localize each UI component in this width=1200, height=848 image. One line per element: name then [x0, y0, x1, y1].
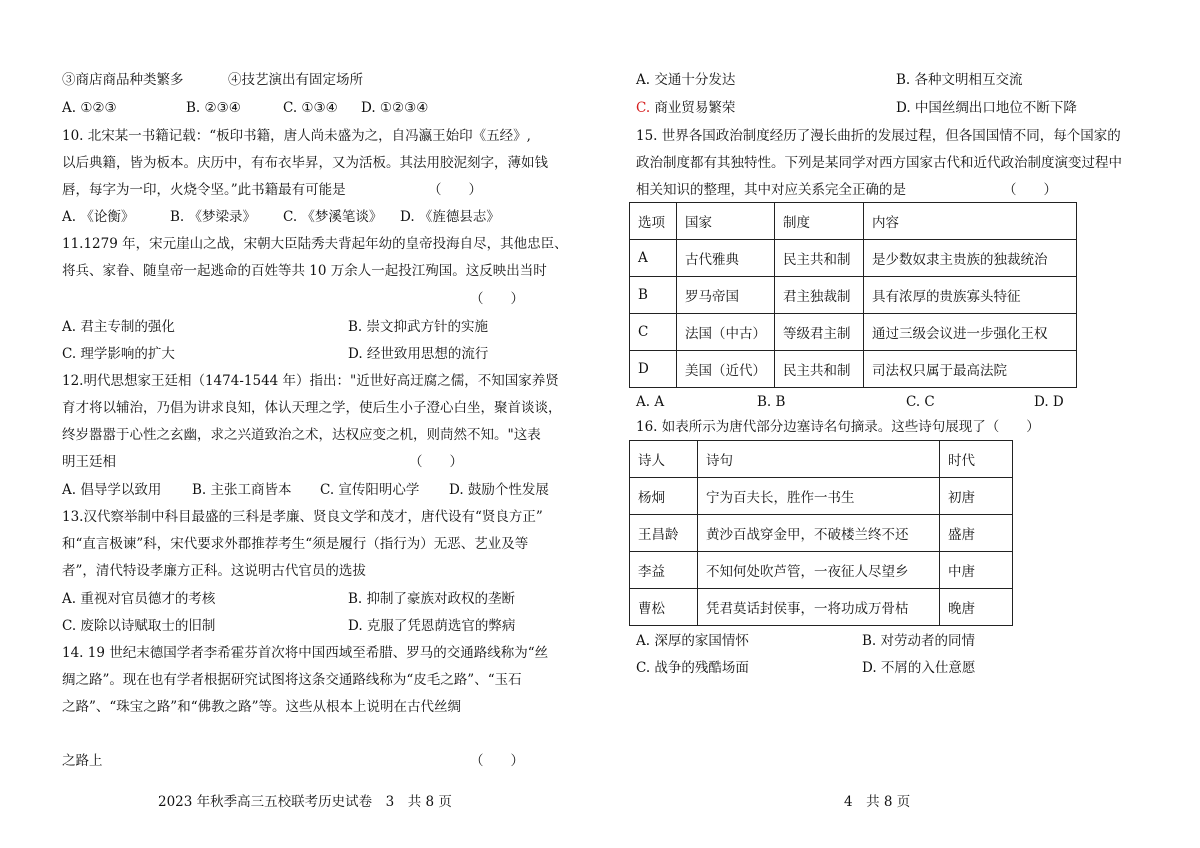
q12-line-1: 12.明代思想家王廷相（1474-1544 年）指出："近世好高迂腐之儒，不知国家养贤 [62, 373, 559, 389]
q14-line-1: 14. 19 世纪末德国学者李希霍芬首次将中国西域至希腊、罗马的交通路线称为“丝 [62, 645, 549, 661]
q14-option-c-letter: C. [636, 100, 651, 116]
q10-line-2: 以后典籍，皆为板本。庆历中，有布衣毕昇，又为活板。其法用胶泥刻字，薄如钱 [62, 155, 548, 171]
table-cell: 宁为百夫长，胜作一书生 [698, 478, 940, 515]
table-cell: 凭君莫话封侯事，一将功成万骨枯 [698, 589, 940, 626]
table-cell: 法国（中古） [677, 314, 775, 351]
q14-line-4: 之路上 [62, 753, 103, 769]
q14-option-b: B. 各种文明相互交流 [896, 72, 1023, 88]
q14-option-d: D. 中国丝绸出口地位不断下降 [896, 100, 1077, 116]
q16-table [629, 440, 1013, 626]
table-cell: 司法权只属于最高法院 [864, 351, 1077, 388]
q15-answer-blank: （ ） [1003, 182, 1057, 198]
q9-option-a: A. ①②③ [62, 100, 117, 116]
q15-option-c: C. C [906, 394, 935, 410]
q11-option-d: D. 经世致用思想的流行 [348, 346, 489, 362]
q13-line-3: 者”，清代特设孝廉方正科。这说明古代官员的选拔 [62, 563, 366, 579]
table-cell: 罗马帝国 [677, 277, 775, 314]
q12-answer-blank: （ ） [409, 454, 463, 470]
q14-line-3: 之路”、“珠宝之路”和“佛教之路”等。这些从根本上说明在古代丝绸 [62, 699, 462, 715]
table-cell: A [630, 240, 677, 277]
q10-line-3: 唇，每字为一印，火烧令坚。”此书籍最有可能是 [62, 182, 346, 198]
table-cell: 曹松 [630, 589, 698, 626]
q12-option-d: D. 鼓励个性发展 [449, 482, 549, 498]
q14-answer-blank: （ ） [470, 753, 524, 769]
q12-line-4: 明王廷相 [62, 454, 116, 470]
q15-line-1: 15. 世界各国政治制度经历了漫长曲折的发展过程，但各国国情不同，每个国家的 [636, 128, 1121, 144]
table-cell: 制度 [775, 203, 864, 240]
q13-option-a: A. 重视对官员德才的考核 [62, 591, 216, 607]
table-cell: 诗句 [698, 441, 940, 478]
q9-option-b: B. ②③④ [186, 100, 241, 116]
q14-option-a: A. 交通十分发达 [636, 72, 736, 88]
q16-option-b: B. 对劳动者的同情 [862, 633, 976, 649]
q9-option-d: D. ①②③④ [361, 100, 429, 116]
q11-option-c: C. 理学影响的扩大 [62, 346, 175, 362]
q14-line-2: 绸之路”。现在也有学者根据研究试图将这条交通路线称为“皮毛之路”、“玉石 [62, 672, 522, 688]
table-cell: B [630, 277, 677, 314]
table-cell: 是少数奴隶主贵族的独裁统治 [864, 240, 1077, 277]
q10-option-b: B. 《梦梁录》 [170, 209, 257, 225]
q11-line-2: 将兵、家眷、随皇帝一起逃命的百姓等共 10 万余人一起投江殉国。这反映出当时 [62, 263, 547, 279]
table-cell: 王昌龄 [630, 515, 698, 552]
q12-line-3: 终岁嚣嚣于心性之玄幽，求之兴道致治之术，达权应变之机，则茼然不知。"这表 [62, 427, 541, 443]
table-cell: 选项 [630, 203, 677, 240]
table-cell: 美国（近代） [677, 351, 775, 388]
table-cell: 民主共和制 [775, 240, 864, 277]
q15-line-2: 政治制度都有其独特性。下列是某同学对西方国家古代和近代政治制度演变过程中 [636, 155, 1122, 171]
q16-option-a: A. 深厚的家国情怀 [636, 633, 749, 649]
table-cell: 君主独裁制 [775, 277, 864, 314]
q13-option-b: B. 抑制了豪族对政权的垄断 [348, 591, 516, 607]
q11-option-a: A. 君主专制的强化 [62, 319, 175, 335]
table-cell: 杨炯 [630, 478, 698, 515]
table-row [630, 351, 1077, 388]
q10-option-a: A. 《论衡》 [62, 209, 135, 225]
table-row [630, 441, 1013, 478]
q9-option-c: C. ①③④ [283, 100, 338, 116]
table-cell: 李益 [630, 552, 698, 589]
table-cell: 诗人 [630, 441, 698, 478]
q15-table [629, 202, 1077, 388]
table-cell: 内容 [864, 203, 1077, 240]
left-page-footer: 2023 年秋季高三五校联考历史试卷 3 共 8 页 [158, 794, 452, 810]
q13-line-2: 和“直言极谏”科，宋代要求外郡推荐考生“须是履行（指行为）无恶、艺业及等 [62, 536, 529, 552]
q9-item3: ③商店商品种类繁多 [62, 72, 184, 88]
q12-option-c: C. 宣传阳明心学 [320, 482, 420, 498]
q10-option-d: D. 《旌德县志》 [400, 209, 500, 225]
q15-option-d: D. D [1034, 394, 1064, 410]
q10-option-c: C. 《梦溪笔谈》 [283, 209, 383, 225]
table-cell: 不知何处吹芦管，一夜征人尽望乡 [698, 552, 940, 589]
q11-line-1: 11.1279 年，宋元崖山之战，宋朝大臣陆秀夫背起年幼的皇帝投海自尽，其他忠臣、 [62, 236, 568, 252]
q16-option-c: C. 战争的残酷场面 [636, 660, 749, 676]
q11-option-b: B. 崇文抑武方针的实施 [348, 319, 489, 335]
table-cell: 古代雅典 [677, 240, 775, 277]
q16-option-d: D. 不屑的入仕意愿 [862, 660, 976, 676]
table-row [630, 552, 1013, 589]
table-cell: 民主共和制 [775, 351, 864, 388]
q12-line-2: 育才将以辅治，乃倡为讲求良知，体认天理之学，使后生小子澄心白坐，聚首谈谈， [62, 400, 562, 416]
table-cell: 中唐 [940, 552, 1013, 589]
table-row [630, 314, 1077, 351]
q10-answer-blank: （ ） [428, 182, 482, 198]
table-row [630, 277, 1077, 314]
q9-item4: ④技艺演出有固定场所 [228, 72, 363, 88]
q11-answer-blank: （ ） [470, 291, 524, 307]
table-cell: 时代 [940, 441, 1013, 478]
table-cell: 黄沙百战穿金甲，不破楼兰终不还 [698, 515, 940, 552]
table-row [630, 203, 1077, 240]
table-row [630, 589, 1013, 626]
table-cell: 具有浓厚的贵族寡头特征 [864, 277, 1077, 314]
q15-option-a: A. A [636, 394, 665, 410]
q16-stem: 16. 如表所示为唐代部分边塞诗名句摘录。这些诗句展现了（ ） [636, 419, 1040, 435]
q13-line-1: 13.汉代察举制中科目最盛的三科是孝廉、贤良文学和茂才，唐代设有“贤良方正” [62, 509, 543, 525]
q15-line-3: 相关知识的整理，其中对应关系完全正确的是 [636, 182, 906, 198]
q13-option-d: D. 克服了凭恩荫选官的弊病 [348, 618, 516, 634]
q15-option-b: B. B [757, 394, 786, 410]
q14-option-c [636, 99, 735, 117]
table-row [630, 478, 1013, 515]
q14-option-c-text: 商业贸易繁荣 [650, 100, 736, 116]
table-row [630, 240, 1077, 277]
table-cell: C [630, 314, 677, 351]
table-cell: D [630, 351, 677, 388]
table-cell: 盛唐 [940, 515, 1013, 552]
q13-option-c: C. 废除以诗赋取士的旧制 [62, 618, 216, 634]
table-cell: 等级君主制 [775, 314, 864, 351]
q12-option-a: A. 倡导学以致用 [62, 482, 162, 498]
q12-option-b: B. 主张工商皆本 [192, 482, 292, 498]
table-cell: 通过三级会议进一步强化王权 [864, 314, 1077, 351]
table-cell: 晚唐 [940, 589, 1013, 626]
table-cell: 初唐 [940, 478, 1013, 515]
q10-line-1: 10. 北宋某一书籍记载：“板印书籍，唐人尚未盛为之，自冯瀛王始印《五经》, [62, 128, 531, 144]
table-cell: 国家 [677, 203, 775, 240]
right-page-footer: 4 共 8 页 [844, 794, 911, 810]
table-row [630, 515, 1013, 552]
